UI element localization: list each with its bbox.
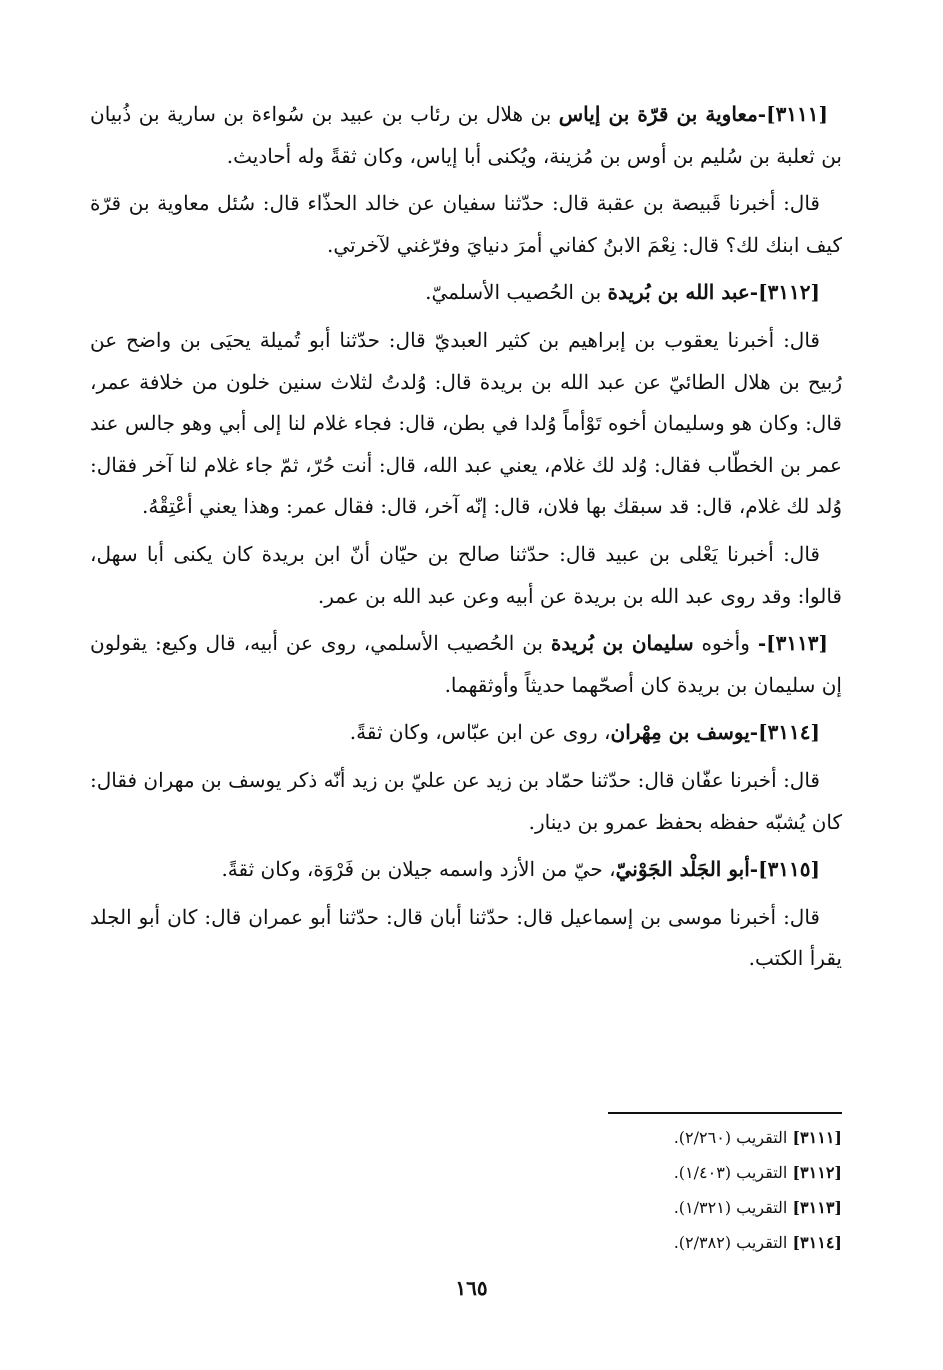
- entry-name: سليمان بن بُريدة: [550, 631, 694, 656]
- footnotes: [480, 1120, 842, 1260]
- entry-3112: [90, 272, 842, 314]
- footnote-text: التقريب (١/٤٠٣).: [673, 1163, 793, 1182]
- entry-number: [٣١١٥]-: [749, 857, 820, 882]
- footnote-text: التقريب (٢/٢٦٠).: [673, 1128, 793, 1147]
- entry-3113: [90, 623, 842, 706]
- entry-number: [٣١١٢]-: [749, 280, 820, 305]
- entry-3114: [90, 712, 842, 754]
- paragraph: قال: أخبرنا موسى بن إسماعيل قال: حدّثنا أبان قال: حدّثنا أبو عمران قال: كان أبو الجلد يقرأ الكتب.: [90, 904, 842, 971]
- entry-3115: [90, 849, 842, 891]
- entry-name: يوسف بن مِهْران: [610, 720, 750, 745]
- footnote-number: [٣١١٣]: [792, 1198, 842, 1217]
- footnote-text: التقريب (٢/٣٨٢).: [673, 1233, 793, 1252]
- entry-name: معاوية بن قرّة بن إياس: [558, 102, 758, 126]
- footnote-text: التقريب (١/٣٢١).: [673, 1198, 793, 1217]
- entry-text: بن الحُصيب الأسلمي، روى عن أبيه، قال وكيع: يقولون إن سليمان بن بريدة كان أصحّهما حديثاً وأوثقهما.: [90, 631, 842, 697]
- main-text: [90, 94, 842, 986]
- footnote: [480, 1155, 842, 1190]
- footnote-number: [٣١١١]: [792, 1128, 842, 1147]
- paragraph: قال: أخبرنا قَبيصة بن عقبة قال: حدّثنا سفيان عن خالد الحذّاء قال: سُئل معاوية بن قرّة كيف ابنك لك؟ قال: نِعْمَ الابنُ كفاني أمرَ دنيايَ وفرّغني لآخرتي.: [90, 191, 842, 257]
- paragraph: قال: أخبرنا يَعْلى بن عبيد قال: حدّثنا صالح بن حيّان أنّ ابن بريدة كان يكنى أبا سهل، قالوا: وقد روى عبد الله بن بريدة عن أبيه وعن عبد الله بن عمر.: [90, 541, 842, 608]
- footnote-number: [٣١١٢]: [792, 1163, 842, 1182]
- footnote: [480, 1190, 842, 1225]
- entry-number: [٣١١١]-: [757, 102, 828, 126]
- entry-prefix: وأخوه: [693, 631, 758, 656]
- footnote: [480, 1120, 842, 1155]
- footnote-divider: [608, 1112, 842, 1114]
- paragraph: قال: أخبرنا يعقوب بن إبراهيم بن كثير العبديّ قال: حدّثنا أبو تُميلة يحيَى بن واضح عن رُبيح بن هلال الطائيّ عن عبد الله بن بريدة قال: وُلدتُ لثلاث سنين خلون من خلافة عمر، قال: وكان هو وسليمان أخوه تَوْأماً وُلدا في بطن، قال: فجاء غلام لنا إلى أبي وهو جالس عند عمر بن الخطّاب فقال: وُلد لك غلام، يعني عبد الله، قال: أنت حُرّ، ثمّ جاء غلام لنا آخر فقال: وُلد لك غلام، قال: قد سبقك بها فلان، قال: إنّه آخر، قال: فقال عمر: وهذا يعني أعْتِقْهُ.: [90, 327, 842, 519]
- page-number: ١٦٥: [455, 1276, 488, 1300]
- paragraph: قال: أخبرنا عفّان قال: حدّثنا حمّاد بن زيد عن عليّ بن زيد أنّه ذكر يوسف بن مهران فقال: كان يُشبّه حفظه بحفظ عمرو بن دينار.: [89, 767, 842, 834]
- entry-text: بن هلال بن رئاب بن عبيد بن سُواءة بن سارية بن ذُبيان بن ثعلبة بن سُليم بن أوس بن مُزينة، ويُكنى أبا إياس، وكان ثقةً وله أحاديث.: [90, 102, 842, 168]
- footnote-number: [٣١١٤]: [792, 1233, 842, 1252]
- entry-number: [٣١١٣]-: [757, 631, 829, 656]
- footnote: [480, 1225, 842, 1260]
- entry-text: ، حيّ من الأزد واسمه جيلان بن فَرْوَة، وكان ثقةً.: [221, 857, 616, 882]
- entry-number: [٣١١٤]-: [749, 720, 820, 745]
- entry-text: ، روى عن ابن عبّاس، وكان ثقةً.: [349, 720, 611, 745]
- entry-3111: [90, 94, 842, 177]
- entry-name: أبو الجَلْد الجَوْنيّ: [615, 857, 750, 882]
- entry-text: بن الحُصيب الأسلميّ.: [425, 280, 608, 305]
- entry-name: عبد الله بن بُريدة: [607, 280, 750, 305]
